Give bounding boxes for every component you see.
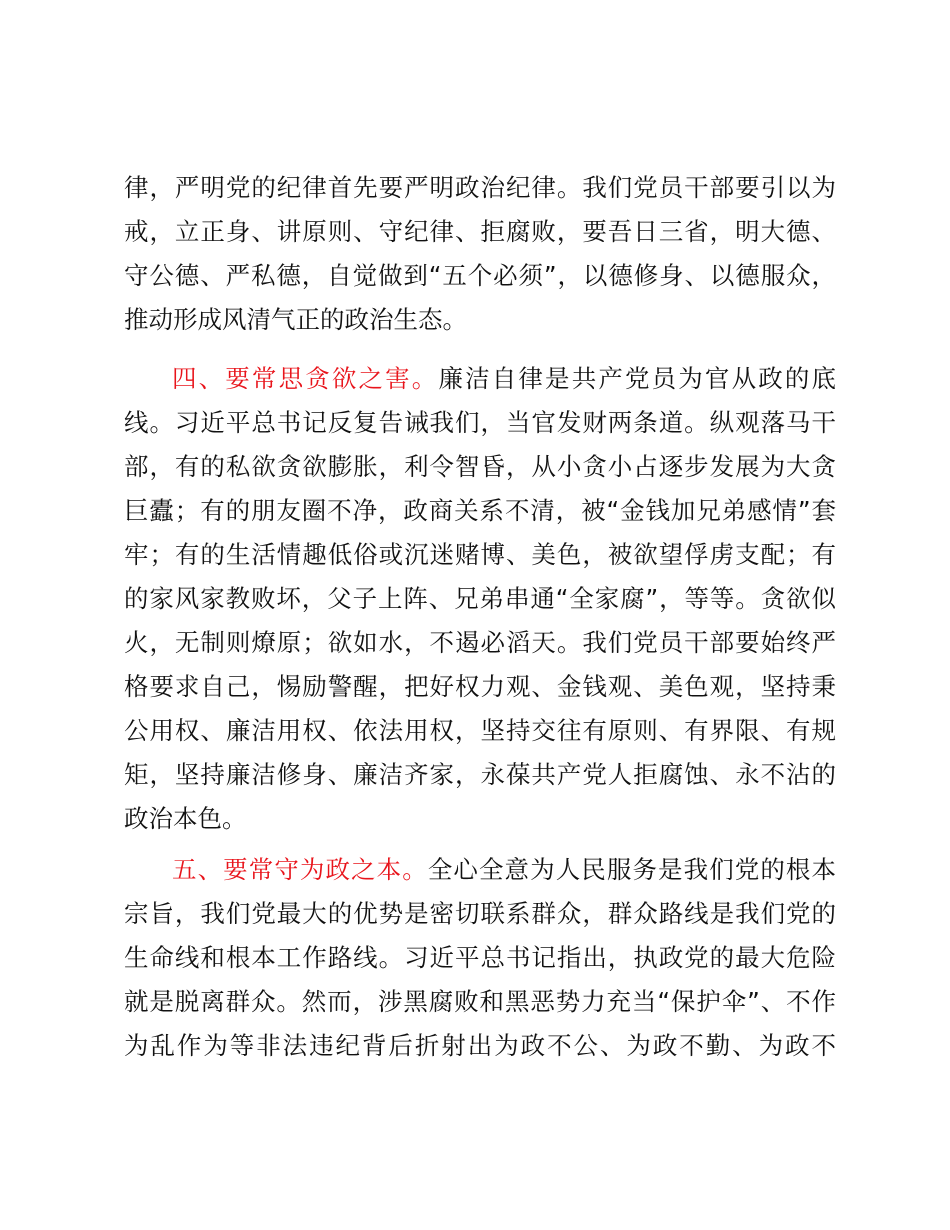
paragraph-1-line-1: 律，严明党的纪律首先要严明政治纪律。我们党员干部要引以为 — [124, 173, 836, 202]
section-5-line-5: 为乱作为等非法违纪背后折射出为政不公、为政不勤、为政不 — [124, 1031, 836, 1060]
paragraph-1-line-3: 守公德、严私德，自觉做到“五个必须”，以德修身、以德服众， — [124, 261, 836, 290]
section-4-line-5: 牢；有的生活情趣低俗或沉迷赌博、美色，被欲望俘虏支配；有 — [124, 540, 836, 569]
section-4-line-10: 矩，坚持廉洁修身、廉洁齐家，永葆共产党人拒腐蚀、永不沾的 — [124, 760, 836, 789]
paragraph-1-line-2: 戒，立正身、讲原则、守纪律、拒腐败，要吾日三省，明大德、 — [124, 217, 836, 246]
section-5-line-2: 宗旨，我们党最大的优势是密切联系群众，群众路线是我们党的 — [124, 899, 836, 928]
section-4-line-8: 格要求自己，惕励警醒，把好权力观、金钱观、美色观，坚持秉 — [124, 672, 836, 701]
section-4-line-11: 政治本色。 — [124, 804, 247, 833]
section-5-first-line — [172, 848, 836, 892]
section-4-line-9: 公用权、廉洁用权、依法用权，坚持交往有原则、有界限、有规 — [124, 716, 836, 745]
section-4-line-4: 巨蠹；有的朋友圈不净，政商关系不清，被“金钱加兄弟感情”套 — [124, 496, 836, 525]
section-4-line-3: 部，有的私欲贪欲膨胀，利令智昏，从小贪小占逐步发展为大贪 — [124, 452, 836, 481]
section-5-line-1: 全心全意为人民服务是我们党的根本 — [427, 855, 836, 884]
section-4-line-7: 火，无制则燎原；欲如水，不遏必滔天。我们党员干部要始终严 — [124, 628, 836, 657]
section-4-line-1: 廉洁自律是共产党员为官从政的底 — [438, 364, 836, 393]
section-5-line-3: 生命线和根本工作路线。习近平总书记指出，执政党的最大危险 — [124, 943, 836, 972]
section-5-heading: 五、要常守为政之本。 — [172, 855, 428, 884]
section-4-line-6: 的家风家教败坏，父子上阵、兄弟串通“全家腐”，等等。贪欲似 — [124, 584, 836, 613]
section-4-line-2: 线。习近平总书记反复告诫我们，当官发财两条道。纵观落马干 — [124, 408, 836, 437]
section-4-heading: 四、要常思贪欲之害。 — [172, 364, 439, 393]
paragraph-1-line-4: 推动形成风清气正的政治生态。 — [124, 305, 467, 334]
section-5-line-4: 就是脱离群众。然而，涉黑腐败和黑恶势力充当“保护伞”、不作 — [124, 987, 836, 1016]
section-4-first-line — [172, 357, 836, 401]
